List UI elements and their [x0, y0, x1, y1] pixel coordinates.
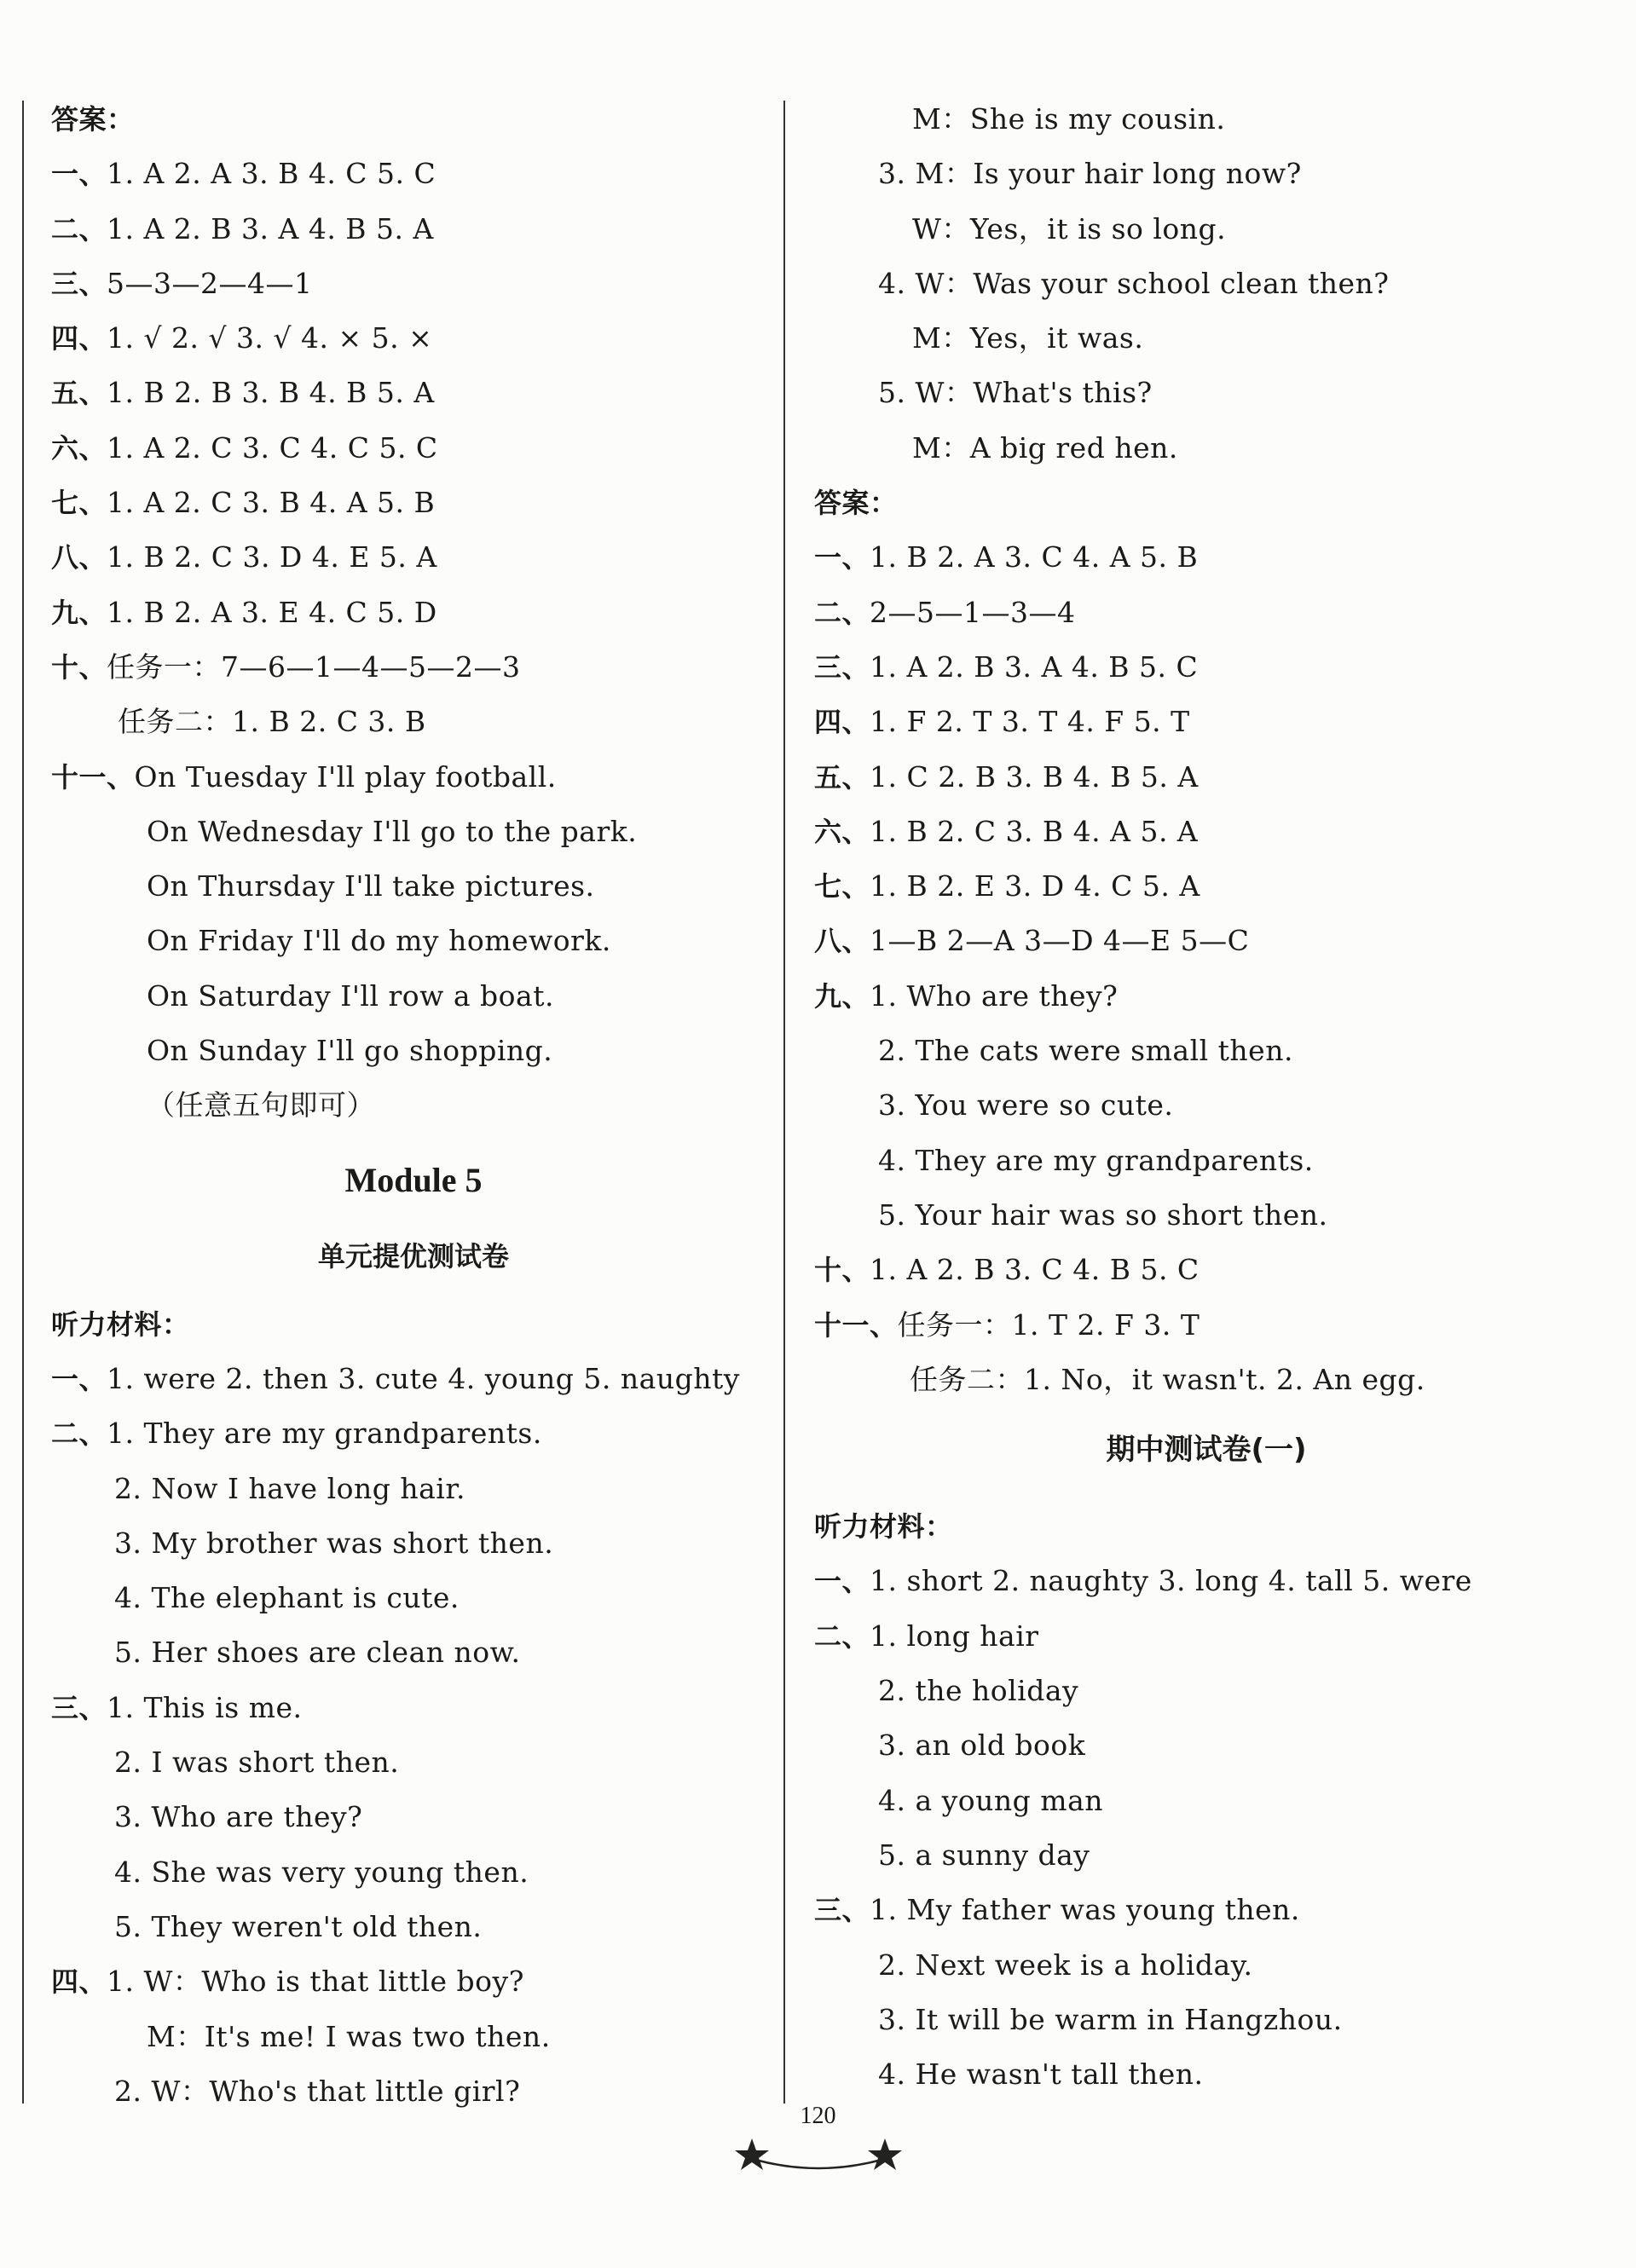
- answer-row-5: 五、1. C 2. B 3. B 4. B 5. A: [814, 759, 1199, 794]
- answer-9-line: 5. Your hair was so short then.: [878, 1197, 1328, 1232]
- answer-row-2: 二、1. A 2. B 3. A 4. B 5. A: [51, 211, 434, 245]
- dialog-line: M：A big red hen.: [912, 430, 1178, 465]
- dialog-line: 4. W：Was your school clean then?: [878, 266, 1390, 300]
- answer-row-11: 十一、On Tuesday I'll play football.: [51, 759, 557, 794]
- answers-heading: 答案：: [51, 103, 135, 136]
- listening-4-line: 2. W：Who's that little girl?: [114, 2074, 521, 2108]
- listening-3-line: 3. It will be warm in Hangzhou.: [878, 2002, 1343, 2036]
- answer-11-line: On Thursday I'll take pictures.: [147, 869, 595, 903]
- listening-heading: 听力材料：: [814, 1510, 953, 1544]
- answer-row-8: 八、1. B 2. C 3. D 4. E 5. A: [51, 540, 437, 574]
- listening-row-3: 三、1. This is me.: [51, 1690, 303, 1724]
- dialog-line: W：Yes，it is so long.: [912, 211, 1227, 245]
- answer-11-note: （任意五句即可）: [147, 1088, 375, 1122]
- dialog-line: M：She is my cousin.: [912, 102, 1226, 136]
- listening-3-line: 2. Next week is a holiday.: [878, 1948, 1253, 1982]
- left-column: [51, 92, 776, 2119]
- listening-2-line: 2. Now I have long hair.: [114, 1471, 465, 1505]
- midterm-test-title: 期中测试卷(一): [1106, 1433, 1307, 1468]
- listening-3-line: 2. I was short then.: [114, 1746, 400, 1780]
- answer-row-10: 十、任务一：7—6—1—4—5—2—3: [51, 649, 521, 684]
- column-divider: [783, 101, 785, 2104]
- dialog-line: 3. M：Is your hair long now?: [878, 157, 1302, 191]
- answer-row-10-task2: 任务二：1. B 2. C 3. B: [118, 705, 426, 739]
- answer-row-6: 六、1. A 2. C 3. C 4. C 5. C: [51, 430, 438, 465]
- answer-row-4: 四、1. √ 2. √ 3. √ 4. × 5. ×: [51, 321, 433, 355]
- answer-row-7: 七、1. B 2. E 3. D 4. C 5. A: [814, 869, 1200, 903]
- page-footer: [0, 2101, 1636, 2171]
- listening-4-line: M：It's me! I was two then.: [147, 2019, 551, 2053]
- unit-test-title: 单元提优测试卷: [317, 1239, 509, 1273]
- answer-11-line: On Wednesday I'll go to the park.: [147, 814, 638, 848]
- answer-row-3: 三、5—3—2—4—1: [51, 266, 313, 300]
- listening-2-line: 3. My brother was short then.: [114, 1526, 554, 1560]
- answer-row-8: 八、1—B 2—A 3—D 4—E 5—C: [814, 924, 1250, 958]
- answer-9-line: 3. You were so cute.: [878, 1088, 1174, 1122]
- answer-row-6: 六、1. B 2. C 3. B 4. A 5. A: [814, 814, 1199, 848]
- listening-row-4: 四、1. W：Who is that little boy?: [51, 1965, 524, 1999]
- listening-2-line: 3. an old book: [878, 1728, 1086, 1763]
- answer-11-line: On Saturday I'll row a boat.: [147, 978, 554, 1013]
- answer-row-2: 二、2—5—1—3—4: [814, 595, 1076, 629]
- listening-2-line: 5. a sunny day: [878, 1838, 1090, 1872]
- listening-row-2: 二、1. They are my grandparents.: [51, 1417, 542, 1451]
- module-title: Module 5: [344, 1160, 483, 1199]
- listening-2-line: 5. Her shoes are clean now.: [114, 1636, 521, 1670]
- left-margin-rule: [22, 101, 24, 2104]
- listening-3-line: 3. Who are they?: [114, 1800, 363, 1834]
- answers-heading: 答案：: [814, 487, 898, 520]
- answer-row-3: 三、1. A 2. B 3. A 4. B 5. C: [814, 649, 1199, 684]
- answer-row-7: 七、1. A 2. C 3. B 4. A 5. B: [51, 486, 436, 520]
- listening-2-line: 2. the holiday: [878, 1674, 1079, 1708]
- star-ornament-icon: [733, 2132, 904, 2171]
- dialog-line: 5. W：What's this?: [878, 376, 1153, 410]
- listening-2-line: 4. The elephant is cute.: [114, 1581, 460, 1615]
- listening-heading: 听力材料：: [51, 1307, 190, 1341]
- answer-row-9: 九、1. Who are they?: [814, 978, 1119, 1013]
- listening-3-line: 5. They weren't old then.: [114, 1909, 483, 1943]
- listening-row-2: 二、1. long hair: [814, 1619, 1039, 1653]
- listening-row-1: 一、1. were 2. then 3. cute 4. young 5. naughty: [51, 1361, 740, 1395]
- page-number: 120: [800, 2103, 836, 2129]
- answer-row-1: 一、1. B 2. A 3. C 4. A 5. B: [814, 540, 1199, 574]
- answer-9-line: 4. They are my grandparents.: [878, 1143, 1314, 1177]
- answer-row-5: 五、1. B 2. B 3. B 4. B 5. A: [51, 376, 435, 410]
- answer-11-line: On Friday I'll do my homework.: [147, 924, 611, 958]
- answer-9-line: 2. The cats were small then.: [878, 1034, 1293, 1068]
- answer-11-task2: 任务二：1. No，it wasn't. 2. An egg.: [910, 1362, 1425, 1396]
- answer-row-1: 一、1. A 2. A 3. B 4. C 5. C: [51, 157, 436, 191]
- answer-row-11: 十一、任务一：1. T 2. F 3. T: [814, 1307, 1200, 1342]
- listening-row-3: 三、1. My father was young then.: [814, 1893, 1300, 1927]
- dialog-line: M：Yes，it was.: [912, 321, 1144, 355]
- answer-11-line: On Sunday I'll go shopping.: [147, 1034, 553, 1068]
- listening-2-line: 4. a young man: [878, 1783, 1103, 1817]
- listening-row-1: 一、1. short 2. naughty 3. long 4. tall 5. were: [814, 1564, 1472, 1598]
- answer-row-10: 十、1. A 2. B 3. C 4. B 5. C: [814, 1253, 1200, 1287]
- listening-3-line: 4. He wasn't tall then.: [878, 2057, 1204, 2092]
- answer-row-9: 九、1. B 2. A 3. E 4. C 5. D: [51, 595, 437, 629]
- answer-row-4: 四、1. F 2. T 3. T 4. F 5. T: [814, 705, 1190, 739]
- right-column: [814, 92, 1598, 2102]
- listening-3-line: 4. She was very young then.: [114, 1855, 529, 1889]
